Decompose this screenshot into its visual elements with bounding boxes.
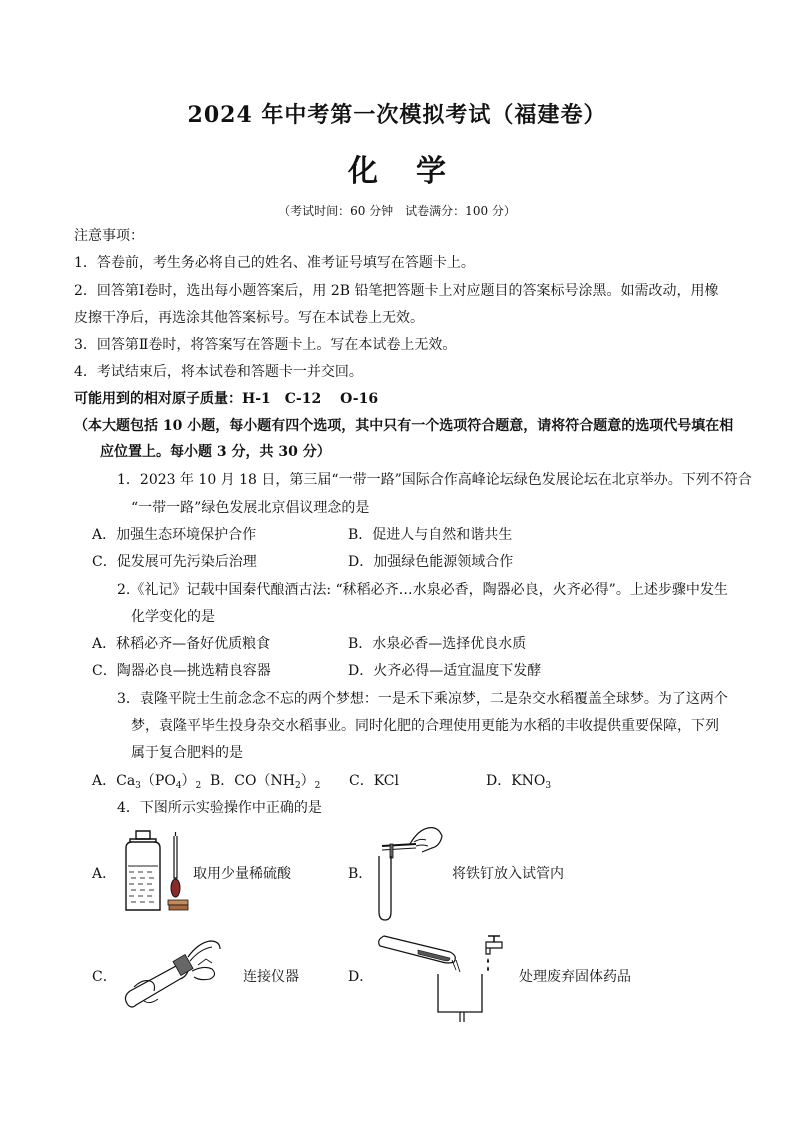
- q4-b-caption: 将铁钉放入试管内: [452, 866, 564, 882]
- q2-option-d: D．火齐必得—适宜温度下发酵: [348, 663, 542, 679]
- q3-a-sub2: 4: [175, 781, 182, 791]
- notes-heading: 注意事项：: [74, 228, 144, 244]
- note-item: 4．考试结束后，将本试卷和答题卡一并交回。: [74, 364, 363, 380]
- q3-a-sub1: 3: [135, 781, 141, 791]
- q2-stem-line2: 化学变化的是: [131, 609, 215, 625]
- q3-option-d: [486, 771, 551, 791]
- q3-a-close: ）: [181, 773, 196, 789]
- q3-b-sub1: 2: [294, 781, 301, 791]
- q4-stem: 4．下图所示实验操作中正确的是: [117, 800, 322, 816]
- q3-option-a: [92, 771, 201, 791]
- subject-title: 化学: [348, 154, 484, 189]
- note-item: 1．答卷前，考生务必将自己的姓名、准考证号填写在答题卡上。: [74, 255, 475, 271]
- q2-option-b: B．水泉必香—选择优良水质: [348, 636, 527, 652]
- q1-stem-line2: “一带一路”绿色发展北京倡议理念的是: [131, 500, 370, 516]
- q3-stem-line2: 梦，袁隆平毕生投身杂交水稻事业。同时化肥的合理使用更能为水稻的丰收提供重要保障，下列: [131, 718, 719, 734]
- q4-a-caption: 取用少量稀硫酸: [193, 866, 291, 882]
- q1-option-b: B．促进人与自然和谐共生: [348, 527, 513, 543]
- q3-a-sub3: 2: [195, 781, 202, 791]
- q1-option-d: D．加强绿色能源领域合作: [348, 554, 514, 570]
- q2-option-a: A．秫稻必齐—备好优质粮食: [92, 636, 271, 652]
- nail-test-tube-illustration: [370, 822, 450, 922]
- q3-a-mid: （PO: [140, 773, 176, 789]
- atomic-mass-line: 可能用到的相对原子质量：H-1 C-12 O-16: [74, 391, 379, 407]
- q4-a-letter: A．: [92, 866, 117, 882]
- q3-d-sub: 3: [545, 781, 552, 791]
- q3-a-prefix: A．Ca: [92, 773, 136, 789]
- section-instruction-1: （本大题包括 10 小题，每小题有四个选项，其中只有一个选项符合题意，请将符合题意的选项代号填在相: [74, 418, 734, 434]
- q3-option-c: C．KCl: [349, 773, 399, 789]
- section-instruction-2: 应位置上。每小题 3 分，共 30 分）: [100, 444, 331, 460]
- q1-stem-line1: 1．2023 年 10 月 18 日，第三届“一带一路”国际合作高峰论坛绿色发展论坛在北京举办。下列不符合: [117, 472, 752, 488]
- waste-disposal-sink-illustration: [378, 930, 518, 1025]
- q4-c-caption: 连接仪器: [243, 969, 299, 985]
- q4-d-letter: D．: [348, 969, 374, 985]
- note-item: 皮擦干净后，再选涂其他答案标号。写在本试卷上无效。: [74, 310, 424, 326]
- q1-option-c: C．促发展可先污染后治理: [92, 554, 257, 570]
- q3-b-prefix: B．CO（NH: [210, 773, 295, 789]
- exam-title: 2024 年中考第一次模拟考试（福建卷）: [187, 102, 607, 128]
- q2-option-c: C．陶器必良—挑选精良容器: [92, 663, 271, 679]
- reagent-bottle-dropper-illustration: [120, 830, 200, 915]
- q3-stem-line1: 3．袁隆平院士生前念念不忘的两个梦想：一是禾下乘凉梦，二是杂交水稻覆盖全球梦。为了这两个: [117, 691, 728, 707]
- note-item: 3．回答第Ⅱ卷时，将答案写在答题卡上。写在本试卷上无效。: [74, 337, 457, 353]
- exam-info: （考试时间：60 分钟 试卷满分：100 分）: [278, 204, 516, 218]
- q3-stem-line3: 属于复合肥料的是: [131, 745, 243, 761]
- q4-c-letter: C．: [92, 969, 117, 985]
- q2-stem-line1: 2.《礼记》记载中国秦代酿酒古法: “秫稻必齐…水泉必香，陶器必良，火齐必得”。上述步骤中发生: [117, 582, 728, 598]
- q4-d-caption: 处理废弃固体药品: [519, 969, 631, 985]
- q3-b-sub2: 2: [314, 781, 321, 791]
- connecting-apparatus-illustration: [120, 935, 230, 1015]
- q4-b-letter: B．: [348, 866, 373, 882]
- q3-d-prefix: D．KNO: [486, 773, 546, 789]
- q3-b-close: ）: [300, 773, 315, 789]
- note-item: 2．回答第Ⅰ卷时，选出每小题答案后，用 2B 铅笔把答题卡上对应题目的答案标号涂黑。如需改动，用橡: [74, 283, 719, 299]
- q1-option-a: A．加强生态环境保护合作: [92, 527, 257, 543]
- q3-option-b: [210, 771, 320, 791]
